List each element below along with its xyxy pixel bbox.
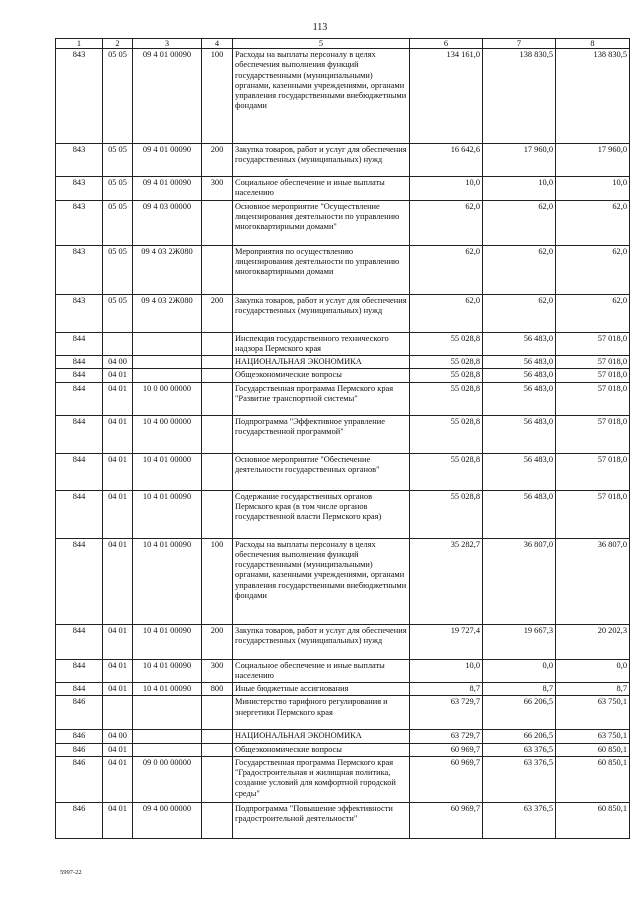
code-expense-type: [202, 332, 233, 356]
amount-year-2: 8,7: [483, 683, 556, 696]
table-row: [56, 200, 630, 245]
code-target: [133, 356, 202, 369]
code-section: 05 05: [103, 294, 133, 332]
table-row: [56, 356, 630, 369]
code-expense-type: [202, 356, 233, 369]
code-expense-type: [202, 743, 233, 756]
amount-year-1: 10,0: [410, 659, 483, 683]
code-admin: 846: [56, 743, 103, 756]
amount-year-3: 62,0: [556, 245, 630, 294]
item-name: Министерство тарифного регулирования и энергетики Пермского края: [233, 696, 410, 730]
amount-year-3: 57 018,0: [556, 453, 630, 490]
code-admin: 844: [56, 453, 103, 490]
amount-year-1: 62,0: [410, 200, 483, 245]
item-name: Государственная программа Пермского края "Градостроительная и жилищная политика, создание условий для комфортной городской среды": [233, 756, 410, 802]
amount-year-3: 20 202,3: [556, 624, 630, 659]
table-row: [56, 332, 630, 356]
code-section: [103, 332, 133, 356]
code-expense-type: [202, 369, 233, 382]
code-expense-type: [202, 382, 233, 415]
table-row: [56, 49, 630, 144]
table-row: [56, 743, 630, 756]
code-section: 04 00: [103, 730, 133, 743]
amount-year-1: 55 028,8: [410, 382, 483, 415]
code-expense-type: 800: [202, 683, 233, 696]
amount-year-2: 56 483,0: [483, 490, 556, 538]
code-section: 04 01: [103, 453, 133, 490]
code-section: 04 01: [103, 802, 133, 838]
item-name: Общеэкономические вопросы: [233, 369, 410, 382]
item-name: Социальное обеспечение и иные выплаты населению: [233, 177, 410, 201]
amount-year-1: 19 727,4: [410, 624, 483, 659]
code-expense-type: 100: [202, 49, 233, 144]
code-target: 09 4 01 00090: [133, 177, 202, 201]
amount-year-3: 60 850,1: [556, 756, 630, 802]
code-expense-type: 200: [202, 624, 233, 659]
code-admin: 843: [56, 177, 103, 201]
amount-year-2: 62,0: [483, 294, 556, 332]
code-target: 10 4 01 00090: [133, 490, 202, 538]
table-row: [56, 453, 630, 490]
amount-year-3: 138 830,5: [556, 49, 630, 144]
code-section: 04 01: [103, 659, 133, 683]
table-row: [56, 382, 630, 415]
code-admin: 843: [56, 294, 103, 332]
code-target: 09 4 00 00000: [133, 802, 202, 838]
code-section: 05 05: [103, 144, 133, 177]
amount-year-1: 60 969,7: [410, 756, 483, 802]
amount-year-2: 36 807,0: [483, 538, 556, 624]
column-number: 5: [233, 39, 410, 49]
code-section: [103, 696, 133, 730]
code-expense-type: 200: [202, 144, 233, 177]
amount-year-3: 36 807,0: [556, 538, 630, 624]
column-number: 4: [202, 39, 233, 49]
table-row: [56, 144, 630, 177]
code-admin: 844: [56, 356, 103, 369]
code-expense-type: 200: [202, 294, 233, 332]
code-admin: 844: [56, 490, 103, 538]
code-target: 10 4 01 00090: [133, 624, 202, 659]
table-row: [56, 415, 630, 453]
amount-year-3: 57 018,0: [556, 382, 630, 415]
table-row: [56, 245, 630, 294]
code-target: [133, 332, 202, 356]
amount-year-2: 62,0: [483, 200, 556, 245]
amount-year-2: 66 206,5: [483, 730, 556, 743]
amount-year-2: 10,0: [483, 177, 556, 201]
amount-year-1: 134 161,0: [410, 49, 483, 144]
amount-year-3: 57 018,0: [556, 356, 630, 369]
column-number: 2: [103, 39, 133, 49]
amount-year-1: 10,0: [410, 177, 483, 201]
table-row: [56, 490, 630, 538]
code-admin: 843: [56, 49, 103, 144]
code-section: 04 01: [103, 683, 133, 696]
amount-year-1: 63 729,7: [410, 730, 483, 743]
code-target: 10 4 01 00000: [133, 453, 202, 490]
column-number: 7: [483, 39, 556, 49]
code-target: 10 4 01 00090: [133, 659, 202, 683]
item-name: НАЦИОНАЛЬНАЯ ЭКОНОМИКА: [233, 356, 410, 369]
code-expense-type: 300: [202, 177, 233, 201]
code-target: 10 0 00 00000: [133, 382, 202, 415]
amount-year-3: 17 960,0: [556, 144, 630, 177]
item-name: Социальное обеспечение и иные выплаты населению: [233, 659, 410, 683]
code-target: 09 4 01 00090: [133, 49, 202, 144]
amount-year-2: 56 483,0: [483, 453, 556, 490]
table-row: [56, 730, 630, 743]
amount-year-3: 57 018,0: [556, 415, 630, 453]
code-admin: 846: [56, 730, 103, 743]
table-row: [56, 756, 630, 802]
item-name: Общеэкономические вопросы: [233, 743, 410, 756]
amount-year-2: 56 483,0: [483, 415, 556, 453]
code-expense-type: [202, 490, 233, 538]
code-admin: 846: [56, 756, 103, 802]
code-admin: 844: [56, 659, 103, 683]
code-admin: 844: [56, 332, 103, 356]
item-name: Основное мероприятие "Обеспечение деятельности государственных органов": [233, 453, 410, 490]
code-target: 09 4 01 00090: [133, 144, 202, 177]
amount-year-1: 60 969,7: [410, 743, 483, 756]
code-expense-type: [202, 453, 233, 490]
amount-year-2: 56 483,0: [483, 356, 556, 369]
amount-year-3: 60 850,1: [556, 802, 630, 838]
code-section: 04 01: [103, 382, 133, 415]
item-name: Подпрограмма "Повышение эффективности градостроительной деятельности": [233, 802, 410, 838]
item-name: Инспекция государственного технического надзора Пермского края: [233, 332, 410, 356]
amount-year-3: 10,0: [556, 177, 630, 201]
amount-year-2: 63 376,5: [483, 756, 556, 802]
code-target: 09 0 00 00000: [133, 756, 202, 802]
column-number: 8: [556, 39, 630, 49]
item-name: Расходы на выплаты персоналу в целях обеспечения выполнения функций государственными (муниципальными) органами, казенными учреждениями, органами управления государственными внебюджетными фондами: [233, 49, 410, 144]
page-number: 113: [312, 22, 328, 33]
code-target: [133, 696, 202, 730]
column-number: 3: [133, 39, 202, 49]
code-section: 04 01: [103, 624, 133, 659]
code-target: 10 4 01 00090: [133, 538, 202, 624]
amount-year-3: 63 750,1: [556, 730, 630, 743]
amount-year-3: 62,0: [556, 294, 630, 332]
table-row: [56, 683, 630, 696]
table-row: [56, 802, 630, 838]
code-section: 04 01: [103, 369, 133, 382]
amount-year-1: 60 969,7: [410, 802, 483, 838]
code-admin: 844: [56, 415, 103, 453]
table-row: [56, 538, 630, 624]
column-number-row: [56, 39, 630, 49]
amount-year-2: 62,0: [483, 245, 556, 294]
amount-year-3: 57 018,0: [556, 369, 630, 382]
column-number: 6: [410, 39, 483, 49]
code-section: 05 05: [103, 177, 133, 201]
amount-year-3: 8,7: [556, 683, 630, 696]
item-name: Расходы на выплаты персоналу в целях обеспечения выполнения функций государственными (муниципальными) органами, казенными учреждениями, органами управления государственными внебюджетными фондами: [233, 538, 410, 624]
item-name: Закупка товаров, работ и услуг для обеспечения государственных (муниципальных) нужд: [233, 294, 410, 332]
code-admin: 844: [56, 369, 103, 382]
amount-year-1: 55 028,8: [410, 369, 483, 382]
amount-year-1: 55 028,8: [410, 356, 483, 369]
code-admin: 846: [56, 802, 103, 838]
amount-year-3: 60 850,1: [556, 743, 630, 756]
table-row: [56, 177, 630, 201]
footer-code: 5997-22: [60, 869, 82, 876]
code-section: 04 01: [103, 538, 133, 624]
amount-year-2: 17 960,0: [483, 144, 556, 177]
code-target: [133, 743, 202, 756]
amount-year-2: 63 376,5: [483, 743, 556, 756]
code-expense-type: [202, 802, 233, 838]
budget-table: [55, 38, 630, 839]
table-row: [56, 659, 630, 683]
amount-year-2: 56 483,0: [483, 382, 556, 415]
amount-year-1: 62,0: [410, 245, 483, 294]
code-expense-type: [202, 200, 233, 245]
amount-year-2: 0,0: [483, 659, 556, 683]
code-target: [133, 369, 202, 382]
item-name: Иные бюджетные ассигнования: [233, 683, 410, 696]
column-number: 1: [56, 39, 103, 49]
amount-year-3: 63 750,1: [556, 696, 630, 730]
amount-year-1: 8,7: [410, 683, 483, 696]
item-name: Содержание государственных органов Пермского края (в том числе органов государственной власти Пермского края): [233, 490, 410, 538]
code-target: [133, 730, 202, 743]
code-admin: 844: [56, 624, 103, 659]
amount-year-2: 19 667,3: [483, 624, 556, 659]
amount-year-1: 55 028,8: [410, 453, 483, 490]
code-expense-type: [202, 415, 233, 453]
code-section: 05 05: [103, 200, 133, 245]
code-admin: 844: [56, 382, 103, 415]
amount-year-2: 56 483,0: [483, 369, 556, 382]
item-name: Подпрограмма "Эффективное управление государственной программой": [233, 415, 410, 453]
amount-year-3: 62,0: [556, 200, 630, 245]
item-name: Государственная программа Пермского края "Развитие транспортной системы": [233, 382, 410, 415]
item-name: Закупка товаров, работ и услуг для обеспечения государственных (муниципальных) нужд: [233, 144, 410, 177]
item-name: Закупка товаров, работ и услуг для обеспечения государственных (муниципальных) нужд: [233, 624, 410, 659]
code-section: 04 01: [103, 743, 133, 756]
code-admin: 843: [56, 144, 103, 177]
amount-year-1: 55 028,8: [410, 490, 483, 538]
item-name: Мероприятия по осуществлению лицензирования деятельности по управлению многоквартирными домами: [233, 245, 410, 294]
code-target: 10 4 00 00000: [133, 415, 202, 453]
amount-year-1: 55 028,8: [410, 332, 483, 356]
code-admin: 844: [56, 538, 103, 624]
amount-year-1: 55 028,8: [410, 415, 483, 453]
code-expense-type: [202, 245, 233, 294]
code-expense-type: [202, 696, 233, 730]
amount-year-1: 35 282,7: [410, 538, 483, 624]
code-expense-type: 100: [202, 538, 233, 624]
amount-year-2: 66 206,5: [483, 696, 556, 730]
code-expense-type: [202, 756, 233, 802]
table-row: [56, 696, 630, 730]
amount-year-1: 16 642,6: [410, 144, 483, 177]
amount-year-2: 56 483,0: [483, 332, 556, 356]
item-name: Основное мероприятие "Осуществление лицензирования деятельности по управлению многоквартирными домами": [233, 200, 410, 245]
amount-year-1: 62,0: [410, 294, 483, 332]
code-section: 04 00: [103, 356, 133, 369]
code-expense-type: 300: [202, 659, 233, 683]
amount-year-2: 138 830,5: [483, 49, 556, 144]
code-section: 05 05: [103, 49, 133, 144]
amount-year-2: 63 376,5: [483, 802, 556, 838]
code-admin: 846: [56, 696, 103, 730]
amount-year-3: 57 018,0: [556, 490, 630, 538]
amount-year-1: 63 729,7: [410, 696, 483, 730]
code-admin: 843: [56, 200, 103, 245]
table-row: [56, 294, 630, 332]
code-target: 10 4 01 00090: [133, 683, 202, 696]
code-admin: 843: [56, 245, 103, 294]
code-section: 04 01: [103, 756, 133, 802]
table-row: [56, 369, 630, 382]
code-section: 05 05: [103, 245, 133, 294]
item-name: НАЦИОНАЛЬНАЯ ЭКОНОМИКА: [233, 730, 410, 743]
code-section: 04 01: [103, 490, 133, 538]
code-target: 09 4 03 2Ж080: [133, 245, 202, 294]
table-row: [56, 624, 630, 659]
code-admin: 844: [56, 683, 103, 696]
code-target: 09 4 03 2Ж080: [133, 294, 202, 332]
code-section: 04 01: [103, 415, 133, 453]
code-expense-type: [202, 730, 233, 743]
code-target: 09 4 03 00000: [133, 200, 202, 245]
amount-year-3: 57 018,0: [556, 332, 630, 356]
amount-year-3: 0,0: [556, 659, 630, 683]
